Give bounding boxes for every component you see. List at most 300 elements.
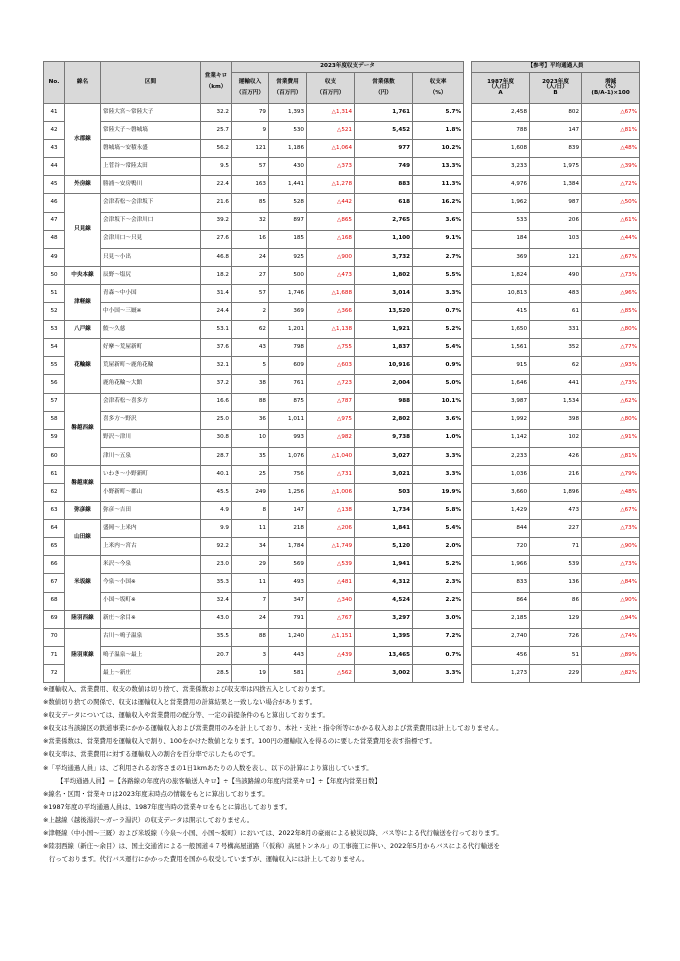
minus-triangle-icon: △	[337, 199, 342, 206]
minus-triangle-icon: △	[620, 307, 625, 314]
cell-balance	[307, 303, 355, 321]
spacer-cell	[464, 483, 472, 501]
minus-triangle-icon: △	[337, 416, 342, 423]
cell-balance	[307, 375, 355, 393]
cell-cost: 1,240	[269, 628, 307, 646]
spacer-cell	[464, 447, 472, 465]
cell-section: いわき～小野新町	[101, 465, 201, 483]
cell-section: 荒屋新町～鹿角花輪	[101, 357, 201, 375]
cell-revenue: 38	[232, 375, 269, 393]
spacer-cell	[464, 248, 472, 266]
cell-cost: 925	[269, 248, 307, 266]
cell-no: 53	[44, 321, 65, 339]
balance-value: 1,064	[335, 144, 352, 151]
cell-no: 72	[44, 664, 65, 682]
table-row	[44, 321, 640, 339]
cell-line: 外房線	[65, 176, 101, 194]
cell-revenue: 249	[232, 483, 269, 501]
table-row	[44, 411, 640, 429]
minus-triangle-icon: △	[331, 181, 336, 188]
footnote-line: ※陸羽西線（新庄～余目）は、国土交通省による一般国道４７号構高屋道路「（仮称）高屋トンネル」の工事施工に伴い、2022年5月からバスによる代行輸送を	[43, 842, 500, 851]
minus-triangle-icon: △	[620, 217, 625, 224]
spacer-cell	[464, 339, 472, 357]
cell-no: 42	[44, 122, 65, 140]
balance-value: 1,278	[335, 181, 352, 188]
cell-no: 59	[44, 429, 65, 447]
cell-1987: 1,608	[472, 140, 530, 158]
cell-km: 21.6	[201, 194, 232, 212]
minus-triangle-icon: △	[620, 181, 625, 188]
cell-revenue: 11	[232, 574, 269, 592]
cell-ratio: 503	[355, 483, 413, 501]
cell-change	[582, 592, 640, 610]
balance-value: 1,138	[335, 325, 352, 332]
minus-triangle-icon: △	[337, 398, 342, 405]
cell-balance	[307, 664, 355, 682]
balance-value: 767	[341, 615, 352, 622]
cell-balance	[307, 357, 355, 375]
change-value: 73%	[624, 561, 638, 568]
minus-triangle-icon: △	[331, 633, 336, 640]
cell-change	[582, 284, 640, 302]
cell-km: 18.2	[201, 266, 232, 284]
cell-cost: 1,746	[269, 284, 307, 302]
cell-section: 盛岡～上米内	[101, 520, 201, 538]
cell-recovery: 3.3%	[413, 465, 464, 483]
cell-ratio: 618	[355, 194, 413, 212]
cell-change	[582, 357, 640, 375]
cell-no: 64	[44, 520, 65, 538]
cell-km: 43.0	[201, 610, 232, 628]
cell-recovery: 10.1%	[413, 393, 464, 411]
table-row	[44, 520, 640, 538]
cell-km: 32.2	[201, 104, 232, 122]
cell-no: 43	[44, 140, 65, 158]
cell-ratio: 3,002	[355, 664, 413, 682]
table-row	[44, 465, 640, 483]
cell-km: 25.0	[201, 411, 232, 429]
cell-revenue: 3	[232, 646, 269, 664]
cell-1987: 1,429	[472, 502, 530, 520]
balance-value: 731	[341, 470, 352, 477]
cell-section: 最上～新庄	[101, 664, 201, 682]
cell-km: 35.5	[201, 628, 232, 646]
cell-ratio: 4,312	[355, 574, 413, 592]
spacer-cell	[464, 176, 472, 194]
change-value: 80%	[624, 416, 638, 423]
change-value: 96%	[624, 289, 638, 296]
cell-section: 今泉～小国※	[101, 574, 201, 592]
cell-change	[582, 411, 640, 429]
cell-km: 53.1	[201, 321, 232, 339]
cell-no: 70	[44, 628, 65, 646]
cell-line: 山田線	[65, 520, 101, 556]
cell-balance	[307, 502, 355, 520]
cell-1987: 184	[472, 230, 530, 248]
cell-1987: 864	[472, 592, 530, 610]
cell-no: 62	[44, 483, 65, 501]
change-value: 81%	[624, 126, 638, 133]
cell-recovery: 5.0%	[413, 375, 464, 393]
cell-revenue: 35	[232, 447, 269, 465]
cell-ratio: 1,761	[355, 104, 413, 122]
footnote-line: ※収支データについては、運輸収入や営業費用の配分等、一定の前提条件のもと算出しております。	[43, 711, 329, 720]
cell-ratio: 1,921	[355, 321, 413, 339]
header-ratio: 営業係数 （円）	[355, 73, 413, 104]
cell-change	[582, 628, 640, 646]
cell-2023: 483	[530, 284, 582, 302]
cell-1987: 788	[472, 122, 530, 140]
cell-section: 古川～鳴子温泉	[101, 628, 201, 646]
minus-triangle-icon: △	[337, 307, 342, 314]
minus-triangle-icon: △	[620, 561, 625, 568]
cell-recovery: 2.2%	[413, 592, 464, 610]
cell-2023: 136	[530, 574, 582, 592]
cell-section: 小国～坂町※	[101, 592, 201, 610]
cell-1987: 720	[472, 538, 530, 556]
cell-recovery: 5.2%	[413, 556, 464, 574]
cell-line: 中央本線	[65, 266, 101, 284]
cell-km: 92.2	[201, 538, 232, 556]
table-row	[44, 375, 640, 393]
balance-value: 1,006	[335, 488, 352, 495]
cell-recovery: 13.3%	[413, 158, 464, 176]
cell-balance	[307, 339, 355, 357]
balance-value: 1,688	[335, 289, 352, 296]
minus-triangle-icon: △	[620, 380, 625, 387]
data-table-container	[43, 61, 639, 683]
cell-ratio: 1,941	[355, 556, 413, 574]
cell-balance	[307, 520, 355, 538]
minus-triangle-icon: △	[331, 543, 336, 549]
cell-recovery: 3.6%	[413, 411, 464, 429]
cell-2023: 103	[530, 230, 582, 248]
table-row	[44, 357, 640, 375]
minus-triangle-icon: △	[620, 524, 625, 531]
cell-ratio: 13,520	[355, 303, 413, 321]
cell-cost: 798	[269, 339, 307, 357]
spacer-cell	[464, 158, 472, 176]
cell-ratio: 9,738	[355, 429, 413, 447]
cell-balance	[307, 122, 355, 140]
table-row	[44, 592, 640, 610]
cell-change	[582, 303, 640, 321]
cell-no: 55	[44, 357, 65, 375]
cell-km: 32.4	[201, 592, 232, 610]
cell-recovery: 11.3%	[413, 176, 464, 194]
cell-revenue: 29	[232, 556, 269, 574]
balance-value: 1,749	[335, 543, 352, 549]
cell-2023: 129	[530, 610, 582, 628]
cell-section: 上米内～宮古	[101, 538, 201, 556]
cell-no: 63	[44, 502, 65, 520]
cell-change	[582, 610, 640, 628]
cell-balance	[307, 266, 355, 284]
cell-1987: 4,976	[472, 176, 530, 194]
cell-change	[582, 393, 640, 411]
balance-value: 439	[341, 651, 352, 658]
minus-triangle-icon: △	[331, 452, 336, 459]
cell-km: 40.1	[201, 465, 232, 483]
balance-value: 1,314	[335, 108, 352, 115]
spacer-cell	[464, 556, 472, 574]
balance-value: 138	[341, 506, 352, 513]
cell-km: 39.2	[201, 212, 232, 230]
spacer-cell	[464, 664, 472, 682]
header-1987: 1987年度 （人/日） A	[472, 73, 530, 104]
cell-revenue: 43	[232, 339, 269, 357]
header-fy2023-group: 2023年度収支データ	[232, 62, 464, 73]
cell-ratio: 13,465	[355, 646, 413, 664]
spacer-cell	[464, 284, 472, 302]
cell-ratio: 1,841	[355, 520, 413, 538]
header-section: 区間	[101, 62, 201, 104]
cell-no: 51	[44, 284, 65, 302]
cell-2023: 331	[530, 321, 582, 339]
minus-triangle-icon: △	[620, 651, 625, 658]
cell-change	[582, 158, 640, 176]
cell-1987: 456	[472, 646, 530, 664]
cell-ratio: 1,802	[355, 266, 413, 284]
cell-cost: 530	[269, 122, 307, 140]
cell-revenue: 25	[232, 465, 269, 483]
minus-triangle-icon: △	[337, 271, 342, 278]
cell-balance	[307, 284, 355, 302]
cell-change	[582, 375, 640, 393]
cell-1987: 1,646	[472, 375, 530, 393]
cell-2023: 426	[530, 447, 582, 465]
cell-1987: 2,233	[472, 447, 530, 465]
table-row	[44, 556, 640, 574]
table-row	[44, 248, 640, 266]
cell-balance	[307, 610, 355, 628]
table-row	[44, 266, 640, 284]
cell-cost: 875	[269, 393, 307, 411]
cell-cost: 1,784	[269, 538, 307, 556]
cell-section: 弥彦～吉田	[101, 502, 201, 520]
minus-triangle-icon: △	[337, 434, 342, 441]
spacer-cell	[464, 574, 472, 592]
footnote-line: 【平均通過人員】＝【各路線の年度内の旅客輸送人キロ】÷【当該路線の年度内営業キロ】÷【年度内営業日数】	[57, 776, 381, 785]
balance-value: 865	[341, 217, 352, 224]
cell-cost: 493	[269, 574, 307, 592]
change-value: 62%	[624, 398, 638, 405]
cell-revenue: 57	[232, 158, 269, 176]
minus-triangle-icon: △	[620, 126, 625, 133]
cell-1987: 3,660	[472, 483, 530, 501]
cell-recovery: 3.6%	[413, 212, 464, 230]
table-row	[44, 429, 640, 447]
change-value: 50%	[624, 199, 638, 206]
cell-ratio: 883	[355, 176, 413, 194]
cell-2023: 147	[530, 122, 582, 140]
cell-2023: 62	[530, 357, 582, 375]
spacer-cell	[464, 592, 472, 610]
change-value: 73%	[624, 524, 638, 531]
change-value: 67%	[624, 253, 638, 260]
minus-triangle-icon: △	[337, 651, 342, 658]
cell-2023: 216	[530, 465, 582, 483]
cell-recovery: 3.0%	[413, 610, 464, 628]
cell-section: 野沢～津川	[101, 429, 201, 447]
cell-1987: 1,142	[472, 429, 530, 447]
table-row	[44, 447, 640, 465]
cell-change	[582, 104, 640, 122]
cell-km: 35.3	[201, 574, 232, 592]
spacer-cell	[464, 465, 472, 483]
cell-section: 喜多方～野沢	[101, 411, 201, 429]
minus-triangle-icon: △	[337, 253, 342, 260]
footnote-line: ※数値切り捨ての関係で、収支は運輸収入と営業費用の計算結果と一致しない場合があります。	[43, 698, 317, 707]
table-row	[44, 610, 640, 628]
balance-value: 1,040	[335, 452, 352, 459]
cell-2023: 71	[530, 538, 582, 556]
cell-no: 48	[44, 230, 65, 248]
cell-no: 69	[44, 610, 65, 628]
balance-value: 1,151	[335, 633, 352, 640]
cell-cost: 761	[269, 375, 307, 393]
minus-triangle-icon: △	[337, 470, 342, 477]
cell-balance	[307, 574, 355, 592]
minus-triangle-icon: △	[620, 253, 625, 260]
balance-value: 206	[341, 524, 352, 531]
footnote-line: ※営業係数は、営業費用を運輸収入で割り、100をかけた数値となります。100円の運輸収入を得るのに要した営業費用を表す指標です。	[43, 737, 436, 746]
cell-change	[582, 556, 640, 574]
cell-ratio: 3,297	[355, 610, 413, 628]
cell-km: 9.9	[201, 520, 232, 538]
header-spacer	[464, 62, 472, 104]
cell-cost: 1,256	[269, 483, 307, 501]
minus-triangle-icon: △	[337, 163, 342, 170]
cell-2023: 102	[530, 429, 582, 447]
cell-cost: 1,441	[269, 176, 307, 194]
minus-triangle-icon: △	[620, 163, 625, 170]
minus-triangle-icon: △	[331, 325, 336, 332]
minus-triangle-icon: △	[337, 126, 342, 133]
change-value: 72%	[624, 181, 638, 188]
cell-no: 50	[44, 266, 65, 284]
change-value: 85%	[624, 307, 638, 314]
spacer-cell	[464, 266, 472, 284]
cell-2023: 51	[530, 646, 582, 664]
footnotes	[43, 683, 643, 866]
cell-no: 47	[44, 212, 65, 230]
cell-no: 49	[44, 248, 65, 266]
cell-2023: 839	[530, 140, 582, 158]
cell-2023: 121	[530, 248, 582, 266]
cell-2023: 398	[530, 411, 582, 429]
minus-triangle-icon: △	[331, 488, 336, 495]
cell-line: 花輪線	[65, 339, 101, 393]
spacer-cell	[464, 122, 472, 140]
cell-1987: 369	[472, 248, 530, 266]
spacer-cell	[464, 429, 472, 447]
cell-cost: 1,201	[269, 321, 307, 339]
cell-section: 鳴子温泉～最上	[101, 646, 201, 664]
change-value: 61%	[624, 217, 638, 224]
cell-recovery: 0.9%	[413, 357, 464, 375]
cell-km: 37.2	[201, 375, 232, 393]
cell-cost: 1,076	[269, 447, 307, 465]
change-value: 94%	[624, 615, 638, 622]
minus-triangle-icon: △	[337, 506, 342, 513]
balance-value: 755	[341, 343, 352, 350]
footnote-line: ※「平均通過人員」は、ご利用されるお客さまの1日1kmあたりの人数を表し、以下の計算により算出しています。	[43, 763, 373, 772]
cell-1987: 1,966	[472, 556, 530, 574]
cell-change	[582, 248, 640, 266]
cell-km: 31.4	[201, 284, 232, 302]
cell-cost: 430	[269, 158, 307, 176]
minus-triangle-icon: △	[620, 271, 625, 278]
change-value: 39%	[624, 163, 638, 170]
table-row	[44, 502, 640, 520]
minus-triangle-icon: △	[620, 416, 625, 423]
cell-1987: 915	[472, 357, 530, 375]
footnote-line: ※収支は当該線区の鉄道事業にかかる運輸収入および営業費用のみを計上しており、本社・支社・指令所等にかかる収入および営業費用は計上しておりません。	[43, 724, 503, 733]
balance-value: 723	[341, 380, 352, 387]
cell-balance	[307, 483, 355, 501]
balance-value: 539	[341, 561, 352, 568]
cell-revenue: 88	[232, 628, 269, 646]
cell-revenue: 8	[232, 502, 269, 520]
cell-change	[582, 465, 640, 483]
change-value: 91%	[624, 434, 638, 441]
cell-cost: 218	[269, 520, 307, 538]
cell-no: 71	[44, 646, 65, 664]
cell-km: 30.8	[201, 429, 232, 447]
cell-cost: 791	[269, 610, 307, 628]
minus-triangle-icon: △	[331, 144, 336, 151]
table-row	[44, 212, 640, 230]
cell-ratio: 977	[355, 140, 413, 158]
cell-2023: 802	[530, 104, 582, 122]
cell-ratio: 1,395	[355, 628, 413, 646]
cell-2023: 1,896	[530, 483, 582, 501]
cell-no: 61	[44, 465, 65, 483]
cell-section: 会津若松～会津坂下	[101, 194, 201, 212]
cell-1987: 844	[472, 520, 530, 538]
cell-2023: 726	[530, 628, 582, 646]
spacer-cell	[464, 610, 472, 628]
cell-km: 16.6	[201, 393, 232, 411]
header-change: 増減 （%） (B/A-1)×100	[582, 73, 640, 104]
cell-2023: 1,534	[530, 393, 582, 411]
cell-km: 28.7	[201, 447, 232, 465]
cell-no: 45	[44, 176, 65, 194]
table-row	[44, 538, 640, 556]
cell-section: 青森～中小国	[101, 284, 201, 302]
cell-no: 68	[44, 592, 65, 610]
minus-triangle-icon: △	[331, 289, 336, 296]
spacer-cell	[464, 303, 472, 321]
table-row	[44, 646, 640, 664]
cell-km: 20.7	[201, 646, 232, 664]
cell-km: 23.0	[201, 556, 232, 574]
change-value: 84%	[624, 579, 638, 586]
cell-2023: 441	[530, 375, 582, 393]
cell-section: 好摩～荒屋新町	[101, 339, 201, 357]
cell-no: 67	[44, 574, 65, 592]
cell-ratio: 3,021	[355, 465, 413, 483]
balance-value: 603	[341, 362, 352, 369]
cell-revenue: 11	[232, 520, 269, 538]
cell-ratio: 3,027	[355, 447, 413, 465]
cell-line: 只見線	[65, 194, 101, 266]
cell-1987: 10,813	[472, 284, 530, 302]
cell-revenue: 5	[232, 357, 269, 375]
footnote-line: ※上越線（越後湯沢～ガーラ湯沢）の収支データは開示しておりません。	[43, 815, 254, 824]
spacer-cell	[464, 212, 472, 230]
